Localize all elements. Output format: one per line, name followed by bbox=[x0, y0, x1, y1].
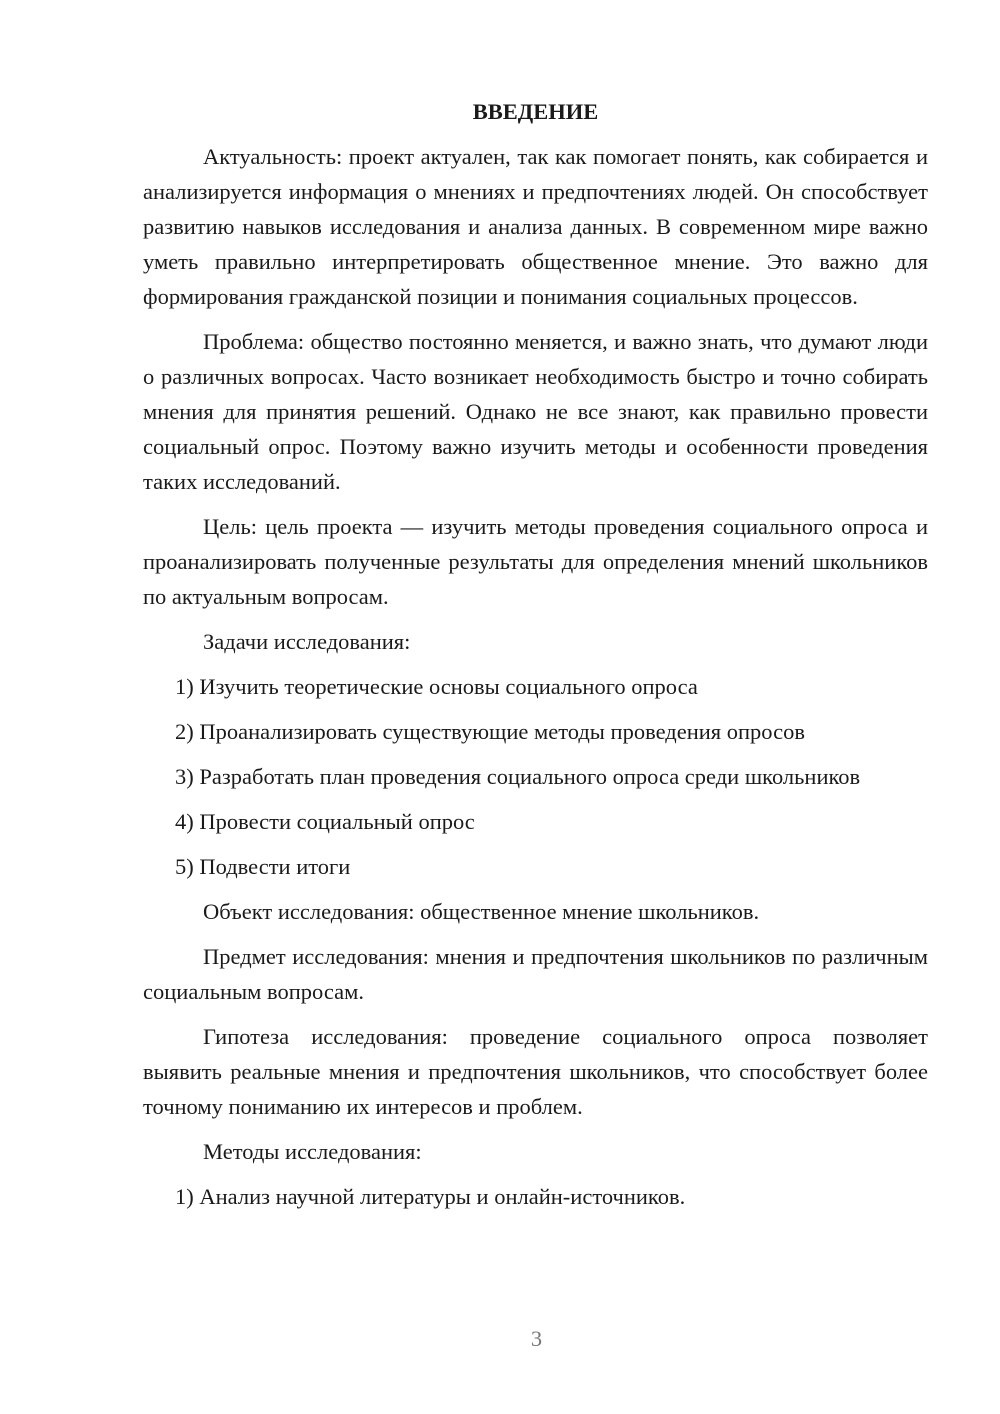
list-item-task-4: 4) Провести социальный опрос bbox=[175, 809, 475, 834]
list-item-task-2: 2) Проанализировать существующие методы проведения опросов bbox=[175, 719, 805, 744]
paragraph-subject: Предмет исследования: мнения и предпочтения школьников по различным социальным вопросам. bbox=[143, 944, 928, 1004]
list-item-task-5: 5) Подвести итоги bbox=[175, 854, 351, 879]
document-page bbox=[143, 94, 928, 1224]
paragraph-hypothesis: Гипотеза исследования: проведение социального опроса позволяет выявить реальные мнения и предпочтения школьников, что способствует более точному пониманию их интересов и проблем. bbox=[143, 1024, 928, 1119]
list-item-method-1: 1) Анализ научной литературы и онлайн-источников. bbox=[175, 1184, 686, 1209]
paragraph-relevance: Актуальность: проект актуален, так как помогает понять, как собирается и анализируется информация о мнениях и предпочтениях людей. Он способствует развитию навыков исследования и анализа данных. В современном мире важно уметь правильно интерпретировать общественное мнение. Это важно для формирования гражданской позиции и понимания социальных процессов. bbox=[143, 144, 928, 309]
list-item-task-1: 1) Изучить теоретические основы социального опроса bbox=[175, 674, 698, 699]
paragraph-methods-heading: Методы исследования: bbox=[203, 1139, 422, 1164]
page-number: 3 bbox=[530, 1326, 543, 1351]
paragraph-object: Объект исследования: общественное мнение школьников. bbox=[203, 899, 760, 924]
paragraph-problem: Проблема: общество постоянно меняется, и важно знать, что думают люди о различных вопросах. Часто возникает необходимость быстро и точно собирать мнения для принятия решений. Однако не все знают, как правильно провести социальный опрос. Поэтому важно изучить методы и особенности проведения таких исследований. bbox=[143, 329, 928, 494]
section-heading: ВВЕДЕНИЕ bbox=[472, 99, 599, 124]
list-item-task-3: 3) Разработать план проведения социального опроса среди школьников bbox=[175, 764, 861, 789]
paragraph-tasks-heading: Задачи исследования: bbox=[203, 629, 411, 654]
paragraph-goal: Цель: цель проекта — изучить методы проведения социального опроса и проанализировать полученные результаты для определения мнений школьников по актуальным вопросам. bbox=[143, 514, 928, 609]
